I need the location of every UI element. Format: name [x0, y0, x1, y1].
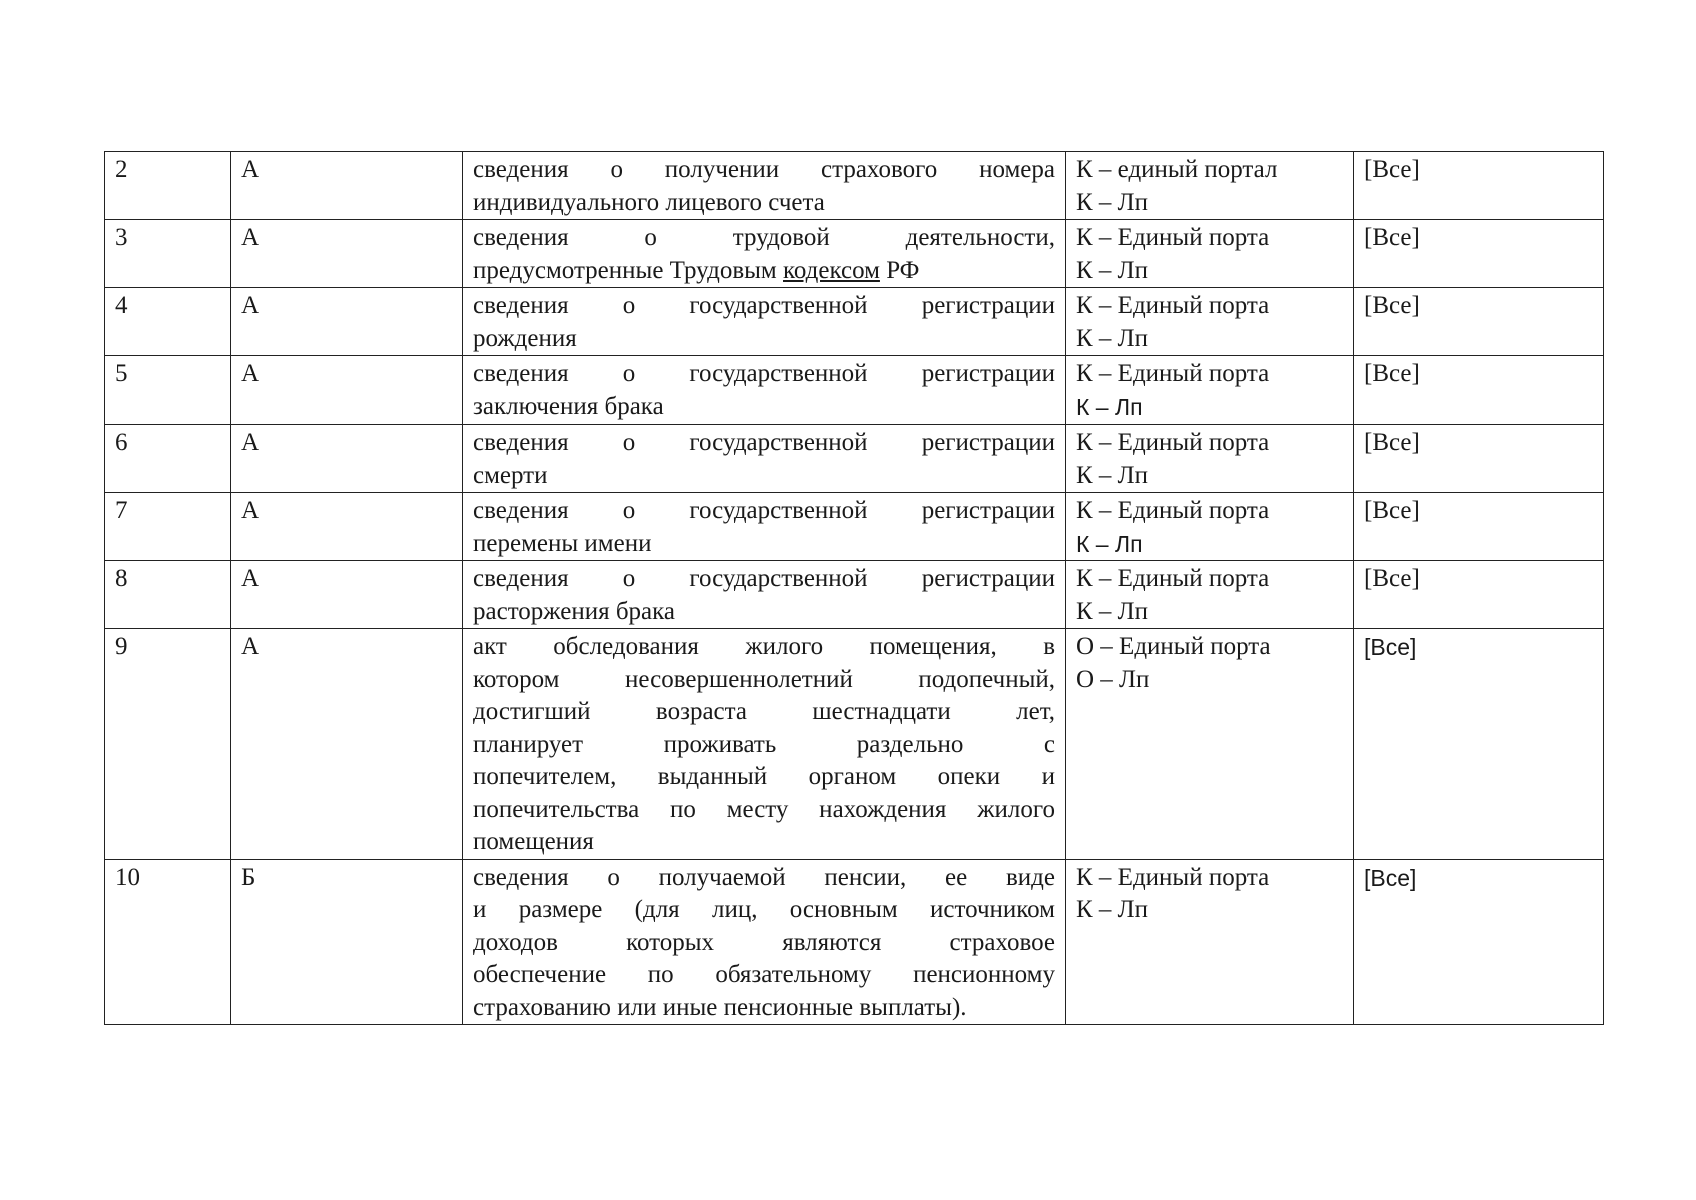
row-group: [Все] [1354, 152, 1604, 220]
row-channels [1066, 288, 1354, 356]
row-number: 6 [105, 425, 231, 493]
row-channels [1066, 220, 1354, 288]
table-row [105, 152, 1604, 220]
row-category: А [231, 152, 463, 220]
row-channels [1066, 356, 1354, 425]
description-line: акт обследования жилого помещения, в [473, 633, 1055, 660]
row-group: [Все] [1354, 493, 1604, 561]
description-line: попечительства по месту нахождения жилого [473, 795, 1055, 823]
row-group: [Все] [1354, 425, 1604, 493]
row-channels [1066, 859, 1354, 1025]
channel-line: К – Лп [1076, 896, 1149, 923]
description-text: предусмотренные Трудовым [473, 256, 783, 284]
row-channels [1066, 561, 1354, 629]
row-group: [Все] [1354, 561, 1604, 629]
table-row [105, 859, 1604, 1025]
row-number: 2 [105, 152, 231, 220]
row-number: 3 [105, 220, 231, 288]
row-channels [1066, 629, 1354, 860]
row-category: А [231, 425, 463, 493]
table-body [105, 152, 1604, 1025]
description-line: обеспечение по обязательному пенсионному [473, 961, 1055, 988]
table-row [105, 288, 1604, 356]
services-table [104, 151, 1604, 1025]
table-row [105, 356, 1604, 425]
row-description [463, 152, 1066, 220]
table-row [105, 561, 1604, 629]
row-channels [1066, 152, 1354, 220]
row-description [463, 356, 1066, 425]
channel-line: К – Лп [1076, 256, 1149, 284]
channel-line: К – Лп [1076, 530, 1143, 557]
row-number: 8 [105, 561, 231, 629]
description-line: котором несовершеннолетний подопечный, [473, 665, 1055, 693]
row-category: А [231, 288, 463, 356]
row-description [463, 425, 1066, 493]
row-category: А [231, 356, 463, 425]
row-category: А [231, 220, 463, 288]
description-line: сведения о получении страхового номера [473, 156, 1055, 183]
description-line: перемены имени [473, 529, 652, 557]
channel-line: К – Единый порта [1076, 360, 1270, 387]
description-line: рождения [473, 324, 577, 352]
table-row [105, 425, 1604, 493]
row-description [463, 220, 1066, 288]
description-line: заключения брака [473, 392, 664, 420]
row-number: 10 [105, 859, 231, 1025]
description-line: сведения о государственной регистрации [473, 565, 1055, 592]
row-group: [Все] [1354, 859, 1604, 1025]
row-description [463, 561, 1066, 629]
channel-line: К – Лп [1076, 393, 1143, 420]
row-number: 4 [105, 288, 231, 356]
channel-line: К – Единый порта [1076, 565, 1270, 592]
description-line: помещения [473, 828, 594, 855]
channel-line: О – Единый порта [1076, 633, 1271, 660]
channel-line: К – Лп [1076, 597, 1149, 625]
row-group: [Все] [1354, 356, 1604, 425]
description-line: индивидуального лицевого счета [473, 188, 825, 216]
description-line: и размере (для лиц, основным источником [473, 896, 1055, 923]
row-number: 9 [105, 629, 231, 860]
table-row [105, 629, 1604, 860]
row-channels [1066, 425, 1354, 493]
row-category: А [231, 561, 463, 629]
description-line [473, 255, 1055, 288]
row-description [463, 859, 1066, 1025]
description-line: страхованию или иные пенсионные выплаты). [473, 993, 967, 1021]
description-line: смерти [473, 461, 548, 489]
description-line: сведения о государственной регистрации [473, 497, 1055, 524]
description-line: сведения о получаемой пенсии, ее виде [473, 863, 1055, 891]
channel-line: К – Лп [1076, 324, 1149, 352]
row-number: 5 [105, 356, 231, 425]
row-description [463, 288, 1066, 356]
channel-line: К – Единый порта [1076, 863, 1270, 891]
description-line: достигший возраста шестнадцати лет, [473, 698, 1055, 725]
description-text: РФ [879, 256, 920, 284]
channel-line: К – Единый порта [1076, 497, 1270, 524]
row-description [463, 493, 1066, 561]
channel-line: К – Лп [1076, 461, 1149, 489]
codex-link[interactable]: кодексом [783, 256, 880, 284]
row-number: 7 [105, 493, 231, 561]
description-line: планирует проживать раздельно с [473, 730, 1055, 758]
channel-line: К – Единый порта [1076, 429, 1270, 456]
channel-line: О – Лп [1076, 665, 1150, 693]
row-group: [Все] [1354, 220, 1604, 288]
description-line: сведения о государственной регистрации [473, 429, 1055, 456]
description-line: сведения о государственной регистрации [473, 360, 1055, 387]
channel-line: К – Лп [1076, 188, 1149, 216]
row-category: Б [231, 859, 463, 1025]
row-category: А [231, 629, 463, 860]
channel-line: К – Единый порта [1076, 224, 1270, 251]
description-line: доходов которых являются страховое [473, 928, 1055, 956]
row-description [463, 629, 1066, 860]
row-channels [1066, 493, 1354, 561]
description-line: попечителем, выданный органом опеки и [473, 763, 1055, 790]
table-row [105, 220, 1604, 288]
row-group: [Все] [1354, 288, 1604, 356]
channel-line: К – единый портал [1076, 156, 1278, 183]
row-category: А [231, 493, 463, 561]
table-row [105, 493, 1604, 561]
row-group: [Все] [1354, 629, 1604, 860]
description-line: расторжения брака [473, 597, 676, 625]
description-line: сведения о трудовой деятельности, [473, 224, 1055, 251]
channel-line: К – Единый порта [1076, 292, 1270, 319]
description-line: сведения о государственной регистрации [473, 292, 1055, 319]
